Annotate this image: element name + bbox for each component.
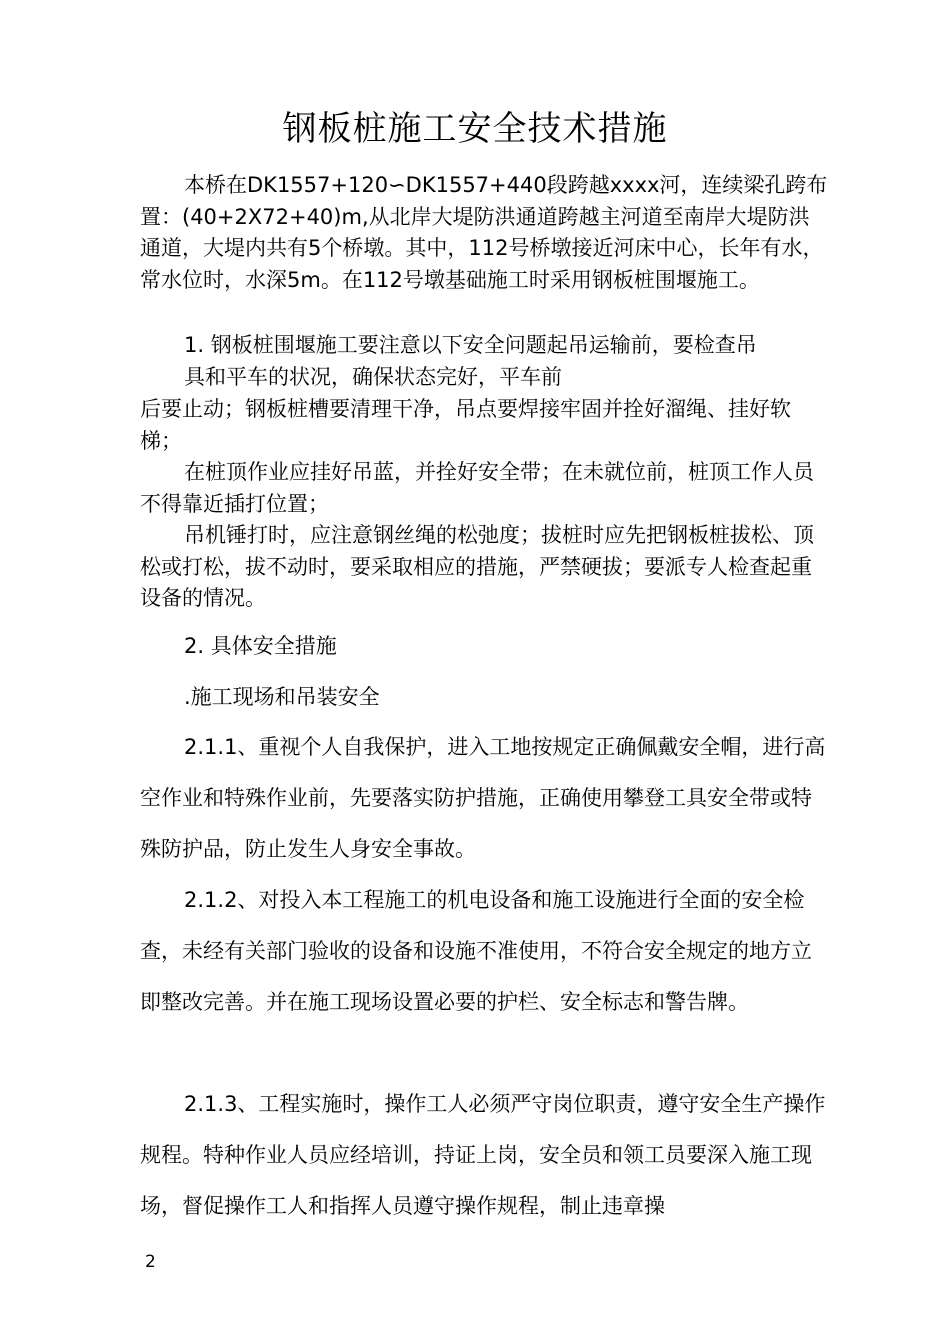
subsection-heading: .施工现场和吊装安全 [184,685,380,709]
section-2-heading: 2. 具体安全措施 [184,634,337,658]
item-1-continuation: 后要止动；钢板桩槽要清理干净，吊点要焊接牢固并拴好溜绳、挂好软梯； [140,397,791,453]
clause-2-1-3: 2.1.3、工程实施时，操作工人必须严守岗位职责，遵守安全生产操作规程。特种作业人员应经培训，持证上岗，安全员和领工员要深入施工现场，督促操作工人和指挥人员遵守操作规程，制止违章操 [140,1092,826,1218]
clause-2-1-1: 2.1.1、重视个人自我保护，进入工地按规定正确佩戴安全帽，进行高空作业和特殊作业前，先要落实防护措施，正确使用攀登工具安全带或特殊防护品，防止发生人身安全事故。 [140,735,826,861]
page-number: 2 [145,1252,156,1272]
document-title: 钢板桩施工安全技术措施 [282,109,668,149]
item-1-line-2: 具和平车的状况，确保状态完好，平车前 [184,365,562,389]
intro-paragraph: 本桥在DK1557+120∽DK1557+440段跨越xxxx河，连续梁孔跨布置：(40+2X72+40)m,从北岸大堤防洪通道跨越主河道至南岸大堤防洪通道，大堤内共有5个桥墩。其中，112号桥墩接近河床中心，长年有水，常水位时，水深5m。在112号墩基础施工时采用钢板桩围堰施工。 [140,173,828,292]
clause-2-1-2: 2.1.2、对投入本工程施工的机电设备和施工设施进行全面的安全检查，未经有关部门验收的设备和设施不准使用，不符合安全规定的地方立即整改完善。并在施工现场设置必要的护栏、安全标志和警告牌。 [140,888,812,1014]
hammer-paragraph: 吊机锤打时，应注意钢丝绳的松弛度；拔桩时应先把钢板桩拔松、顶松或打松，拔不动时，要采取相应的措施，严禁硬拔；要派专人检查起重设备的情况。 [140,523,814,610]
pile-top-paragraph: 在桩顶作业应挂好吊蓝，并拴好安全带；在未就位前，桩顶工作人员不得靠近插打位置； [140,460,814,516]
item-1-line-1: 1. 钢板桩围堰施工要注意以下安全问题起吊运输前，要检查吊 [184,333,757,357]
